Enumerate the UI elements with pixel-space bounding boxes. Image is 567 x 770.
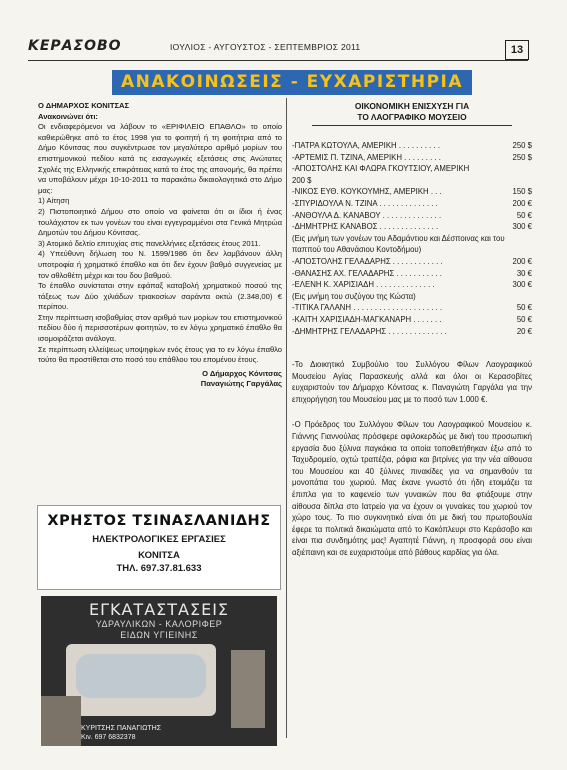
ad-title: ΕΓΚΑΤΑΣΤΑΣΕΙΣ [88, 600, 230, 619]
sink-image [41, 696, 81, 746]
donor-name: -ΕΛΕΝΗ Κ. ΧΑΡΙΣΙΑΔΗ . . . . . . . . . . . . . . [292, 280, 435, 290]
mayor-announcement [38, 101, 282, 390]
announcement-subtitle: Ανακοινώνει ότι: [38, 111, 98, 121]
ad-phone: ΤΗΛ. 697.37.81.633 [116, 563, 202, 574]
donation-row [292, 291, 532, 303]
donation-row [292, 186, 532, 198]
ad-service: ΗΛΕΚΤΡΟΛΟΓΙΚΕΣ ΕΡΓΑΣΙΕΣ [92, 534, 226, 545]
donation-row [292, 279, 532, 291]
donor-name: -ΑΠΟΣΤΟΛΗΣ ΚΑΙ ΦΛΩΡΑ ΓΚΟΥΤΣΙΟΥ, ΑΜΕΡΙΚΗ [292, 164, 470, 174]
signature-role: Ο Δήμαρχος Κόνιτσας [202, 368, 282, 378]
donor-name: -ΑΡΤΕΜΙΣ Π. ΤΖΙΝΑ, ΑΜΕΡΙΚΗ . . . . . . . . . [292, 152, 441, 162]
donor-name: (Εις μνήμη του συζύγου της Κώστα) [292, 291, 416, 301]
donation-row [292, 268, 532, 280]
announcement-title: Ο ΔΗΜΑΡΧΟΣ ΚΟΝΙΤΣΑΣ [38, 101, 130, 110]
donor-name: 200 $ [292, 175, 312, 185]
donation-amount: 250 $ [512, 152, 532, 162]
magazine-title: ΚΕΡΑΣΟΒΟ [28, 38, 122, 54]
donation-amount: 20 € [516, 326, 532, 336]
announcement-paragraph: Το έπαθλο συνίσταται στην εφάπαξ καταβολή χρηματικού ποσού της τάξεως των Δύο χιλιάδων τριακοσίων σαράντα οκτώ (2.348,00) € περίπου. [38, 281, 282, 312]
donor-name: -ΑΝΘΟΥΛΑ Δ. ΚΑΝΑΒΟΥ . . . . . . . . . . . . . . [292, 210, 442, 220]
donation-amount: 200 € [512, 256, 532, 266]
announcement-paragraph: Στην περίπτωση ισοβαθμίας στον αριθμό των μορίων του επιστημονικού πεδίου δύο ή περισσοτέρων φοιτητών, το εν λόγω χρηματικό έπαθλο θα ισομοιράζεται ανάλογα. [38, 312, 282, 344]
president-paragraph: -Ο Πρόεδρος του Συλλόγου Φίλων του Λαογραφικού Μουσείου κ. Γιάννης Γιαννούλας πρόσφερε αφιλοκερδώς με δική του προσωπική εργασία δυο ξύλινα παγκάκια τα οποία τοποθετήθηκαν έξω από το Ταχυδρομείο, οχτώ τραπέζια, ράφια και βιτρίνες για την νέα αίθουσα του Μουσείου και 40 ξύλινες πινακίδες για να σημανθούν τα μονοπάτια του χωριού. Μας έκανε γνωστό ότι ήδη ετοιμάζει τα έπιπλα για το καφενείο των γυναικών που θα φτιάξουμε στην αίθουσα δίπλα στο Ιατρείο για να έχουν οι γυναίκες του χωριού τον χώρο τους. Το πιο συγκινητικό είναι ότι με δική του πρωτοβουλία έφερε τα πολιτικά δικαιώματα από το Κακόπλευρι στο Κεράσοβο και είναι πια συνδημότης μας! Αγαπητέ Γιάννη, η προσφορά σου είναι αξιέπαινη και σε ευχαριστούμε από βάθους καρδίας για όλα. [292, 420, 532, 557]
donation-row [292, 210, 532, 222]
donor-name: -ΑΠΟΣΤΟΛΗΣ ΓΕΛΑΔΑΡΗΣ . . . . . . . . . . . . [292, 256, 443, 266]
announcement-paragraph: Οι ενδιαφερόμενοι να λάβουν το «ΕΡΙΦΙΛΕΙΟ ΕΠΑΘΛΟ» το οποίο καθιερώθηκε από το έτος 1998 για το φοιτητή ή τη φοιτήτρια από το Δήμο Κόνιτσας που συγκέντρωσε τον μεγαλύτερο αριθμό μορίων του επιστημονικού πεδίου κατά τις εισαγωγικές εξετάσεις στις Ανώτατες Σχολές της Ελληνικής επικράτειας κατά το έτος της απονομής, θα πρέπει να υποβάλουν μέχρι 10-10-2011 τα παρακάτω δικαιολογητικά στο Δήμο μας: [38, 122, 282, 195]
donation-row [292, 152, 532, 164]
ad-line: ΥΔΡΑΥΛΙΚΩΝ - ΚΑΛΟΡΙΦΕΡ [95, 619, 223, 629]
donations-heading-line2: ΤΟ ΛΑΟΓΡΑΦΙΚΟ ΜΟΥΣΕΙΟ [357, 112, 467, 122]
donor-name: -ΚΑΙΤΗ ΧΑΡΙΣΙΑΔΗ-ΜΑΓΚΑΝΑΡΗ . . . . . . . [292, 314, 442, 324]
ad-owner: ΚΥΡΙΤΣΗΣ ΠΑΝΑΓΙΩΤΗΣ [81, 725, 162, 732]
plumbing-ad [41, 596, 277, 746]
ad-business-name: ΧΡΗΣΤΟΣ ΤΣΙΝΑΣΛΑΝΙΔΗΣ [47, 513, 271, 529]
donation-row [292, 314, 532, 326]
donor-name: -ΣΠΥΡΙΔΟΥΛΑ Ν. ΤΖΙΝΑ . . . . . . . . . . . . . . [292, 198, 438, 208]
donation-row [292, 233, 532, 256]
signature-name: Παναγιώτης Γαργάλας [200, 379, 282, 389]
ad-phone: Κιν. 697 6832378 [81, 733, 136, 741]
donor-name: -ΝΙΚΟΣ ΕΥΘ. ΚΟΥΚΟΥΜΗΣ, ΑΜΕΡΙΚΗ . . . [292, 187, 442, 197]
ad-contact [81, 725, 161, 742]
donation-amount [530, 291, 532, 303]
donor-name: (Εις μνήμη των γονέων του Αδαμάντιου και Δέσποινας και του παππού του Αθανάσιου Κοντοδήμου) [292, 233, 505, 255]
ad-town: ΚΟΝΙΤΣΑ [138, 550, 180, 561]
announcement-item: 3) Ατομικό δελτίο επιτυχίας στις πανελλήνιες εξετάσεις έτους 2011. [38, 238, 261, 248]
donation-row [292, 198, 532, 210]
thanks-paragraph: -Το Διοικητικό Συμβούλιο του Συλλόγου Φίλων Λαογραφικού Μουσείου Αγίας Παρασκευής αλλά και όλοι οι Κερασοβίτες ευχαριστούν τον Δήμαρχο Κόνιτσας κ. Παναγιώτη Γαργάλα για την επιχορήγηση του Μουσείου μας με το ποσό των 1.000 €. [292, 360, 532, 404]
header-rule [28, 60, 528, 61]
bathtub-basin [76, 654, 206, 698]
announcement-item: 4) Υπεύθυνη δήλωση του Ν. 1599/1986 ότι δεν λαμβάνουν άλλη υποτροφία ή χρηματικό έπαθλο και ότι δεν έχουν βαθμό συγγενείας με τον αθλοθέτη μέχρι και του δου βαθμού. [38, 249, 282, 280]
donation-amount: 150 $ [512, 187, 532, 197]
announcement-item: 1) Αίτηση [38, 196, 70, 206]
donation-amount: 50 € [516, 314, 532, 324]
electrician-ad [37, 505, 281, 590]
cabinet-image [231, 650, 265, 728]
ad-line: ΕΙΔΩΝ ΥΓΙΕΙΝΗΣ [120, 630, 198, 640]
donation-row [292, 221, 532, 233]
column-divider [286, 98, 287, 738]
donation-row [292, 302, 532, 314]
announcement-paragraph: Σε περίπτωση ελλείψεως υποψηφίων ενός έτους για το εν λόγω έπαθλο τούτο θα προστίθεται στο ποσό του επάθλου του επομένου έτους. [38, 344, 282, 365]
issue-date: ΙΟΥΛΙΟΣ - ΑΥΓΟΥΣΤΟΣ - ΣΕΠΤΕΜΒΡΙΟΣ 2011 [170, 42, 361, 52]
donation-amount [530, 163, 532, 175]
donor-name: -ΔΗΜΗΤΡΗΣ ΚΑΝΑΒΟΣ . . . . . . . . . . . . . . [292, 222, 439, 232]
donor-name: -ΔΗΜΗΤΡΗΣ ΓΕΛΑΔΑΡΗΣ . . . . . . . . . . . . . . [292, 326, 447, 336]
donation-amount [530, 233, 532, 256]
donor-name: -ΤΙΤΙΚΑ ΓΑΛΑΝΗ . . . . . . . . . . . . . . . . . . . . . [292, 303, 443, 313]
donation-row [292, 256, 532, 268]
donation-amount: 300 € [512, 222, 532, 232]
donor-name: -ΘΑΝΑΣΗΣ ΑΧ. ΓΕΛΑΔΑΡΗΣ . . . . . . . . . . . [292, 268, 442, 278]
donation-amount: 50 € [516, 210, 532, 220]
donation-amount: 30 € [516, 268, 532, 278]
section-banner: ΑΝΑΚΟΙΝΩΣΕΙΣ - ΕΥΧΑΡΙΣΤΗΡΙΑ [112, 70, 472, 95]
donation-amount: 200 € [512, 198, 532, 208]
heading-rule [312, 125, 512, 126]
donations-heading: ΟΙΚΟΝΟΜΙΚΗ ΕΝΙΣΧΥΣΗ ΓΙΑ [354, 101, 470, 111]
donation-amount: 250 $ [512, 141, 532, 150]
donation-row [292, 326, 532, 338]
donation-list [292, 140, 532, 337]
donor-name: -ΠΑΤΡΑ ΚΩΤΟΥΛΑ, ΑΜΕΡΙΚΗ . . . . . . . . . . [292, 141, 440, 150]
donation-amount [530, 175, 532, 187]
donation-amount: 300 € [512, 280, 532, 290]
donation-amount: 50 € [516, 303, 532, 313]
donation-row [292, 163, 532, 175]
donations-column [292, 101, 532, 559]
donation-row [292, 175, 532, 187]
announcement-item: 2) Πιστοποιητικό Δήμου στο οποίο να φαίνεται ότι οι ίδιοι ή ένας τουλάχιστον εκ των γονέων του είναι εγγεγραμμένοι στα Γενικά Μητρώα Δημοτών του Δήμου Κόνιτσας. [38, 206, 282, 238]
donation-row [292, 140, 532, 152]
page-number: 13 [505, 40, 529, 60]
